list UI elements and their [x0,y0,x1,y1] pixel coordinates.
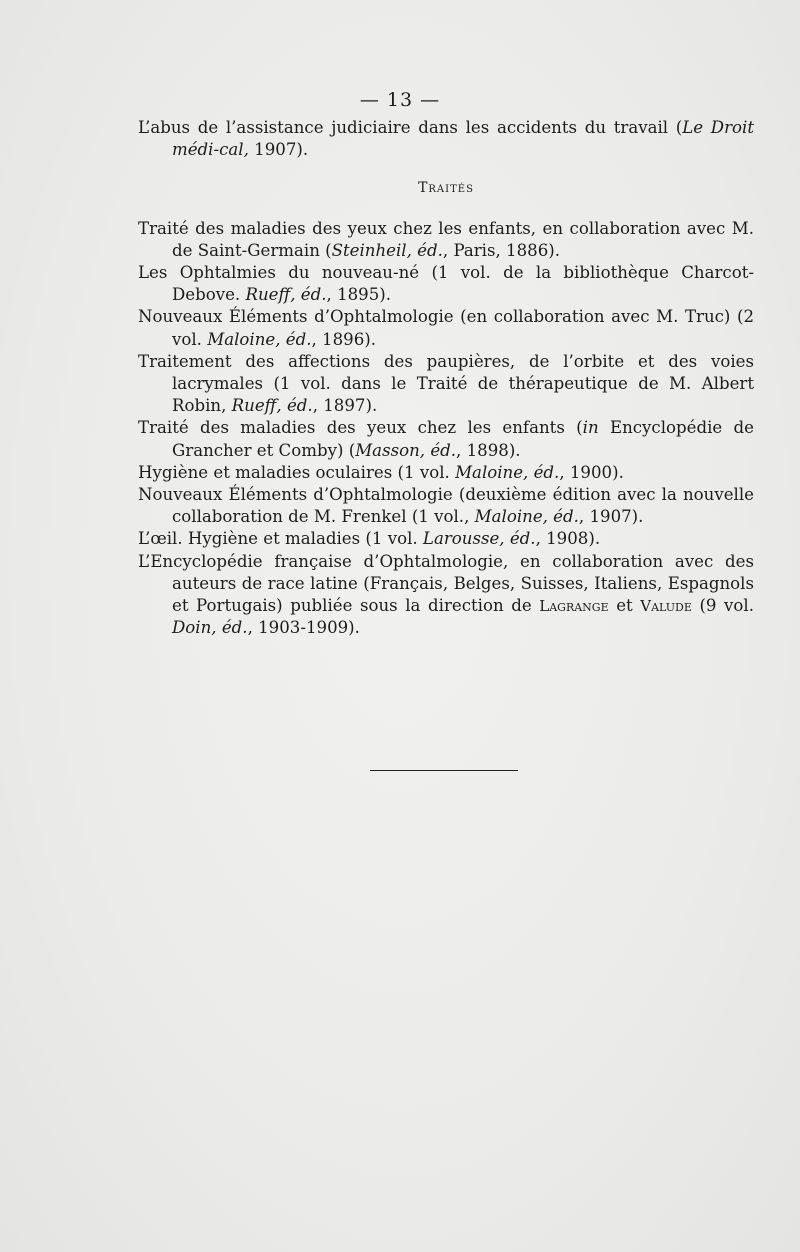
list-item: Traité des maladies des yeux chez les enfants (in Encyclopédie de Grancher et Comby) (Masson, éd., 1898). [138,418,754,460]
end-rule-divider [370,770,518,771]
page-number: — 13 — [359,89,441,111]
list-item: Traité des maladies des yeux chez les enfants, en collaboration avec M. de Saint-Germain (Steinheil, éd., Paris, 1886). [138,218,754,260]
bibliography-list [138,218,754,640]
list-item: Les Ophtalmies du nouveau-né (1 vol. de la bibliothèque Charcot-Debove. Rueff, éd., 1895). [138,263,754,305]
page-content [138,117,754,639]
section-heading: Traités [418,180,474,197]
list-item: L’abus de l’assistance judiciaire dans les accidents du travail (Le Droit médi-cal, 1907). [138,118,754,160]
list-item: L’Encyclopédie française d’Ophtalmologie, en collaboration avec des auteurs de race latine (Français, Belges, Suisses, Italiens, Espagnols et Portugais) publiée sous la direction de Lagrange et Valude (9 vol. Doin, éd., 1903-1909). [138,551,754,638]
list-item: L’œil. Hygiène et maladies (1 vol. Larousse, éd., 1908). [138,529,601,549]
list-item: Nouveaux Éléments d’Ophtalmologie (deuxième édition avec la nouvelle collaboration de M. Frenkel (1 vol., Maloine, éd., 1907). [138,485,754,527]
list-item: Hygiène et maladies oculaires (1 vol. Maloine, éd., 1900). [138,462,624,482]
list-item: Traitement des affections des paupières, de l’orbite et des voies lacrymales (1 vol. dans le Traité de thérapeutique de M. Albert Robin, Rueff, éd., 1897). [138,351,754,416]
list-item: Nouveaux Éléments d’Ophtalmologie (en collaboration avec M. Truc) (2 vol. Maloine, éd., 1896). [138,307,754,349]
